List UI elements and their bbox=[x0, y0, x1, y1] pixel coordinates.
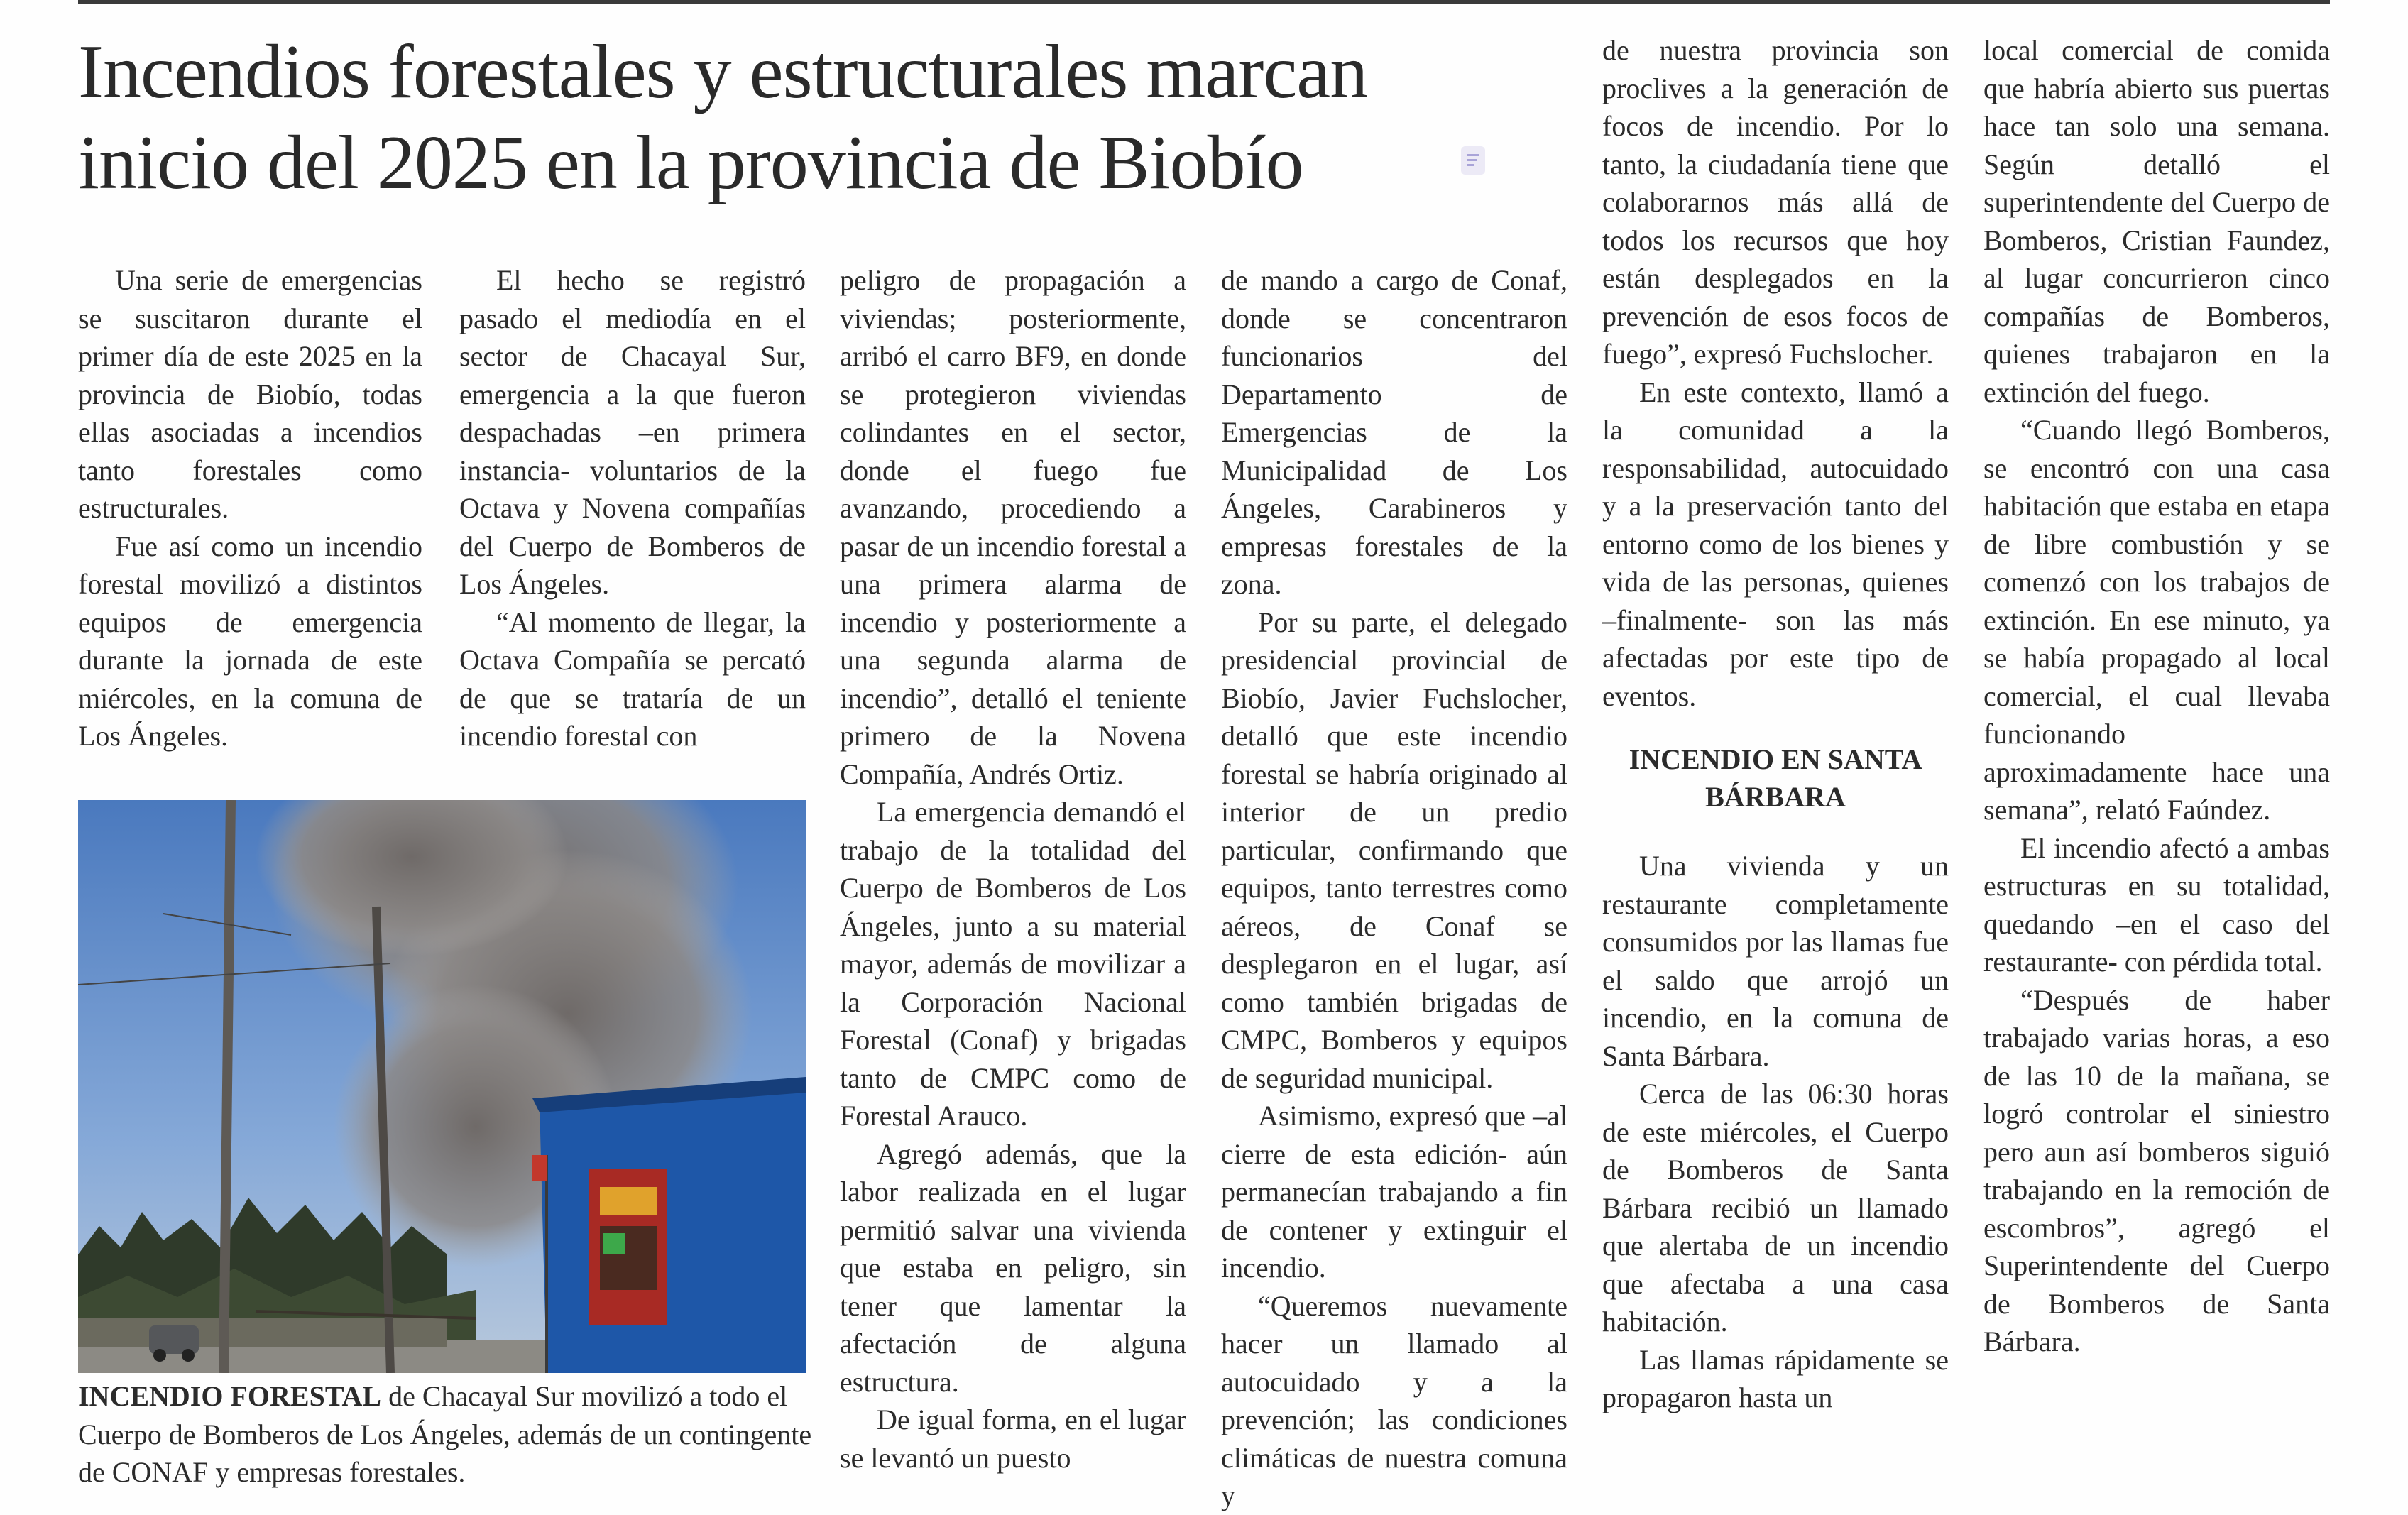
top-rule bbox=[78, 0, 2330, 4]
paragraph: Las llamas rápidamente se propagaron hasta un bbox=[1602, 1343, 1949, 1413]
paragraph: Fue así como un incendio forestal movilizó a distintos equipos de emergencia durante la jornada de este miércoles, en la comuna de Los Ángeles. bbox=[78, 530, 422, 752]
paragraph: “Después de haber trabajado varias horas, a eso de las 10 de la mañana, se logró controlar el siniestro pero aun así bomberos siguió trabajando en la remoción de escombros”, agregó el Superintendente del Cuerpo de Bomberos de Santa Bárbara. bbox=[1983, 983, 2330, 1357]
paragraph: Cerca de las 06:30 horas de este miércoles, el Cuerpo de Bomberos de Santa Bárbara recibió un llamado que alertaba de un incendio que afectaba a una casa habitación. bbox=[1602, 1078, 1949, 1338]
wildfire-photo bbox=[78, 800, 806, 1373]
article-column-5 bbox=[1602, 31, 1949, 1417]
paragraph: Agregó además, que la labor realizada en el lugar permitió salvar una vivienda que estaba en peligro, sin tener que lamentar la afectación de alguna estructura. bbox=[840, 1137, 1186, 1398]
paragraph: de nuestra provincia son proclives a la generación de focos de incendio. Por lo tanto, la ciudadanía tiene que colaborarnos más allá de todos los recursos que hoy están desplegados en la prevención de esos focos de fuego”, expresó Fuchslocher. bbox=[1602, 34, 1949, 370]
paragraph: El hecho se registró pasado el mediodía en el sector de Chacayal Sur, emergencia a la que fueron despachadas –en primera instancia- voluntarios de la Octava y Novena compañías del Cuerpo de Bomberos de Los Ángeles. bbox=[459, 264, 806, 600]
paragraph: De igual forma, en el lugar se levantó un puesto bbox=[840, 1404, 1186, 1474]
section-subheading: INCENDIO EN SANTA BÁRBARA bbox=[1629, 743, 1922, 813]
article-column-2 bbox=[459, 261, 806, 755]
article-column-1 bbox=[78, 261, 422, 755]
headline-line-2: inicio del 2025 en la provincia de Biobío bbox=[78, 121, 1303, 205]
paragraph: local comercial de comida que habría abierto sus puertas hace tan solo una semana. Según detalló el superintendente del Cuerpo de Bomberos, Cristian Faundez, al lugar concurrieron cinco compañías de Bomberos, quienes trabajaron en la extinción del fuego. bbox=[1983, 34, 2330, 408]
article-column-3 bbox=[840, 261, 1186, 1477]
headline bbox=[78, 27, 1555, 209]
caption-text: de Chacayal Sur movilizó a todo el Cuerpo de Bomberos de Los Ángeles, además de un contingente de CONAF y empresas forestales. bbox=[78, 1380, 812, 1488]
paragraph: Asimismo, expresó que –al cierre de esta edición- aún permanecían trabajando a fin de contener y extinguir el incendio. bbox=[1221, 1100, 1567, 1284]
article-column-6 bbox=[1983, 31, 2330, 1361]
paragraph: peligro de propagación a viviendas; posteriormente, arribó el carro BF9, en donde se protegieron viviendas colindantes en el sector, donde el fuego fue avanzando, procediendo a pasar de un incendio forestal a una primera alarma de incendio y posteriormente a una segunda alarma de incendio”, detalló el teniente primero de la Novena Compañía, Andrés Ortiz. bbox=[840, 264, 1186, 790]
note-icon[interactable] bbox=[1461, 146, 1485, 175]
paragraph: Por su parte, el delegado presidencial provincial de Biobío, Javier Fuchslocher, detalló que este incendio forestal se habría originado al interior de un predio particular, confirmando que equipos, tanto terrestres como aéreos, de Conaf se desplegaron en el lugar, así como también brigadas de CMPC, Bomberos y equipos de seguridad municipal. bbox=[1221, 606, 1567, 1094]
paragraph: de mando a cargo de Conaf, donde se concentraron funcionarios del Departamento de Emergencias de la Municipalidad de Los Ángeles, Carabineros y empresas forestales de la zona. bbox=[1221, 264, 1567, 600]
headline-line-1: Incendios forestales y estructurales marcan bbox=[78, 30, 1368, 114]
paragraph: “Cuando llegó Bomberos, se encontró con una casa habitación que estaba en etapa de libre combustión y se comenzó con los trabajos de extinción. En ese minuto, ya se había propagado al local comercial, el cual llevaba funcionando aproximadamente hace una semana”, relató Faúndez. bbox=[1983, 414, 2330, 826]
paragraph: El incendio afectó a ambas estructuras en su totalidad, quedando –en el caso del restaurante- con pérdida total. bbox=[1983, 831, 2330, 978]
paragraph: En este contexto, llamó a la comunidad a la responsabilidad, autocuidado y a la preservación tanto del entorno como de los bienes y vida de las personas, quienes –finalmente- son las más afectadas por este tipo de eventos. bbox=[1602, 376, 1949, 712]
caption-lead: INCENDIO FORESTAL bbox=[78, 1380, 382, 1412]
photo-caption bbox=[78, 1377, 813, 1492]
paragraph: “Queremos nuevamente hacer un llamado al autocuidado y a la prevención; las condiciones climáticas de nuestra comuna y bbox=[1221, 1289, 1567, 1511]
article-column-4 bbox=[1221, 261, 1567, 1515]
paragraph: “Al momento de llegar, la Octava Compañía se percató de que se trataría de un incendio forestal con bbox=[459, 606, 806, 752]
paragraph: La emergencia demandó el trabajo de la totalidad del Cuerpo de Bomberos de Los Ángeles, junto a su material mayor, además de movilizar a la Corporación Nacional Forestal (Conaf) y brigadas tanto de CMPC como de Forestal Arauco. bbox=[840, 796, 1186, 1132]
paragraph: Una serie de emergencias se suscitaron durante el primer día de este 2025 en la provincia de Biobío, todas ellas asociadas a incendios tanto forestales como estructurales. bbox=[78, 264, 422, 524]
paragraph: Una vivienda y un restaurante completamente consumidos por las llamas fue el saldo que arrojó un incendio, en la comuna de Santa Bárbara. bbox=[1602, 850, 1949, 1072]
